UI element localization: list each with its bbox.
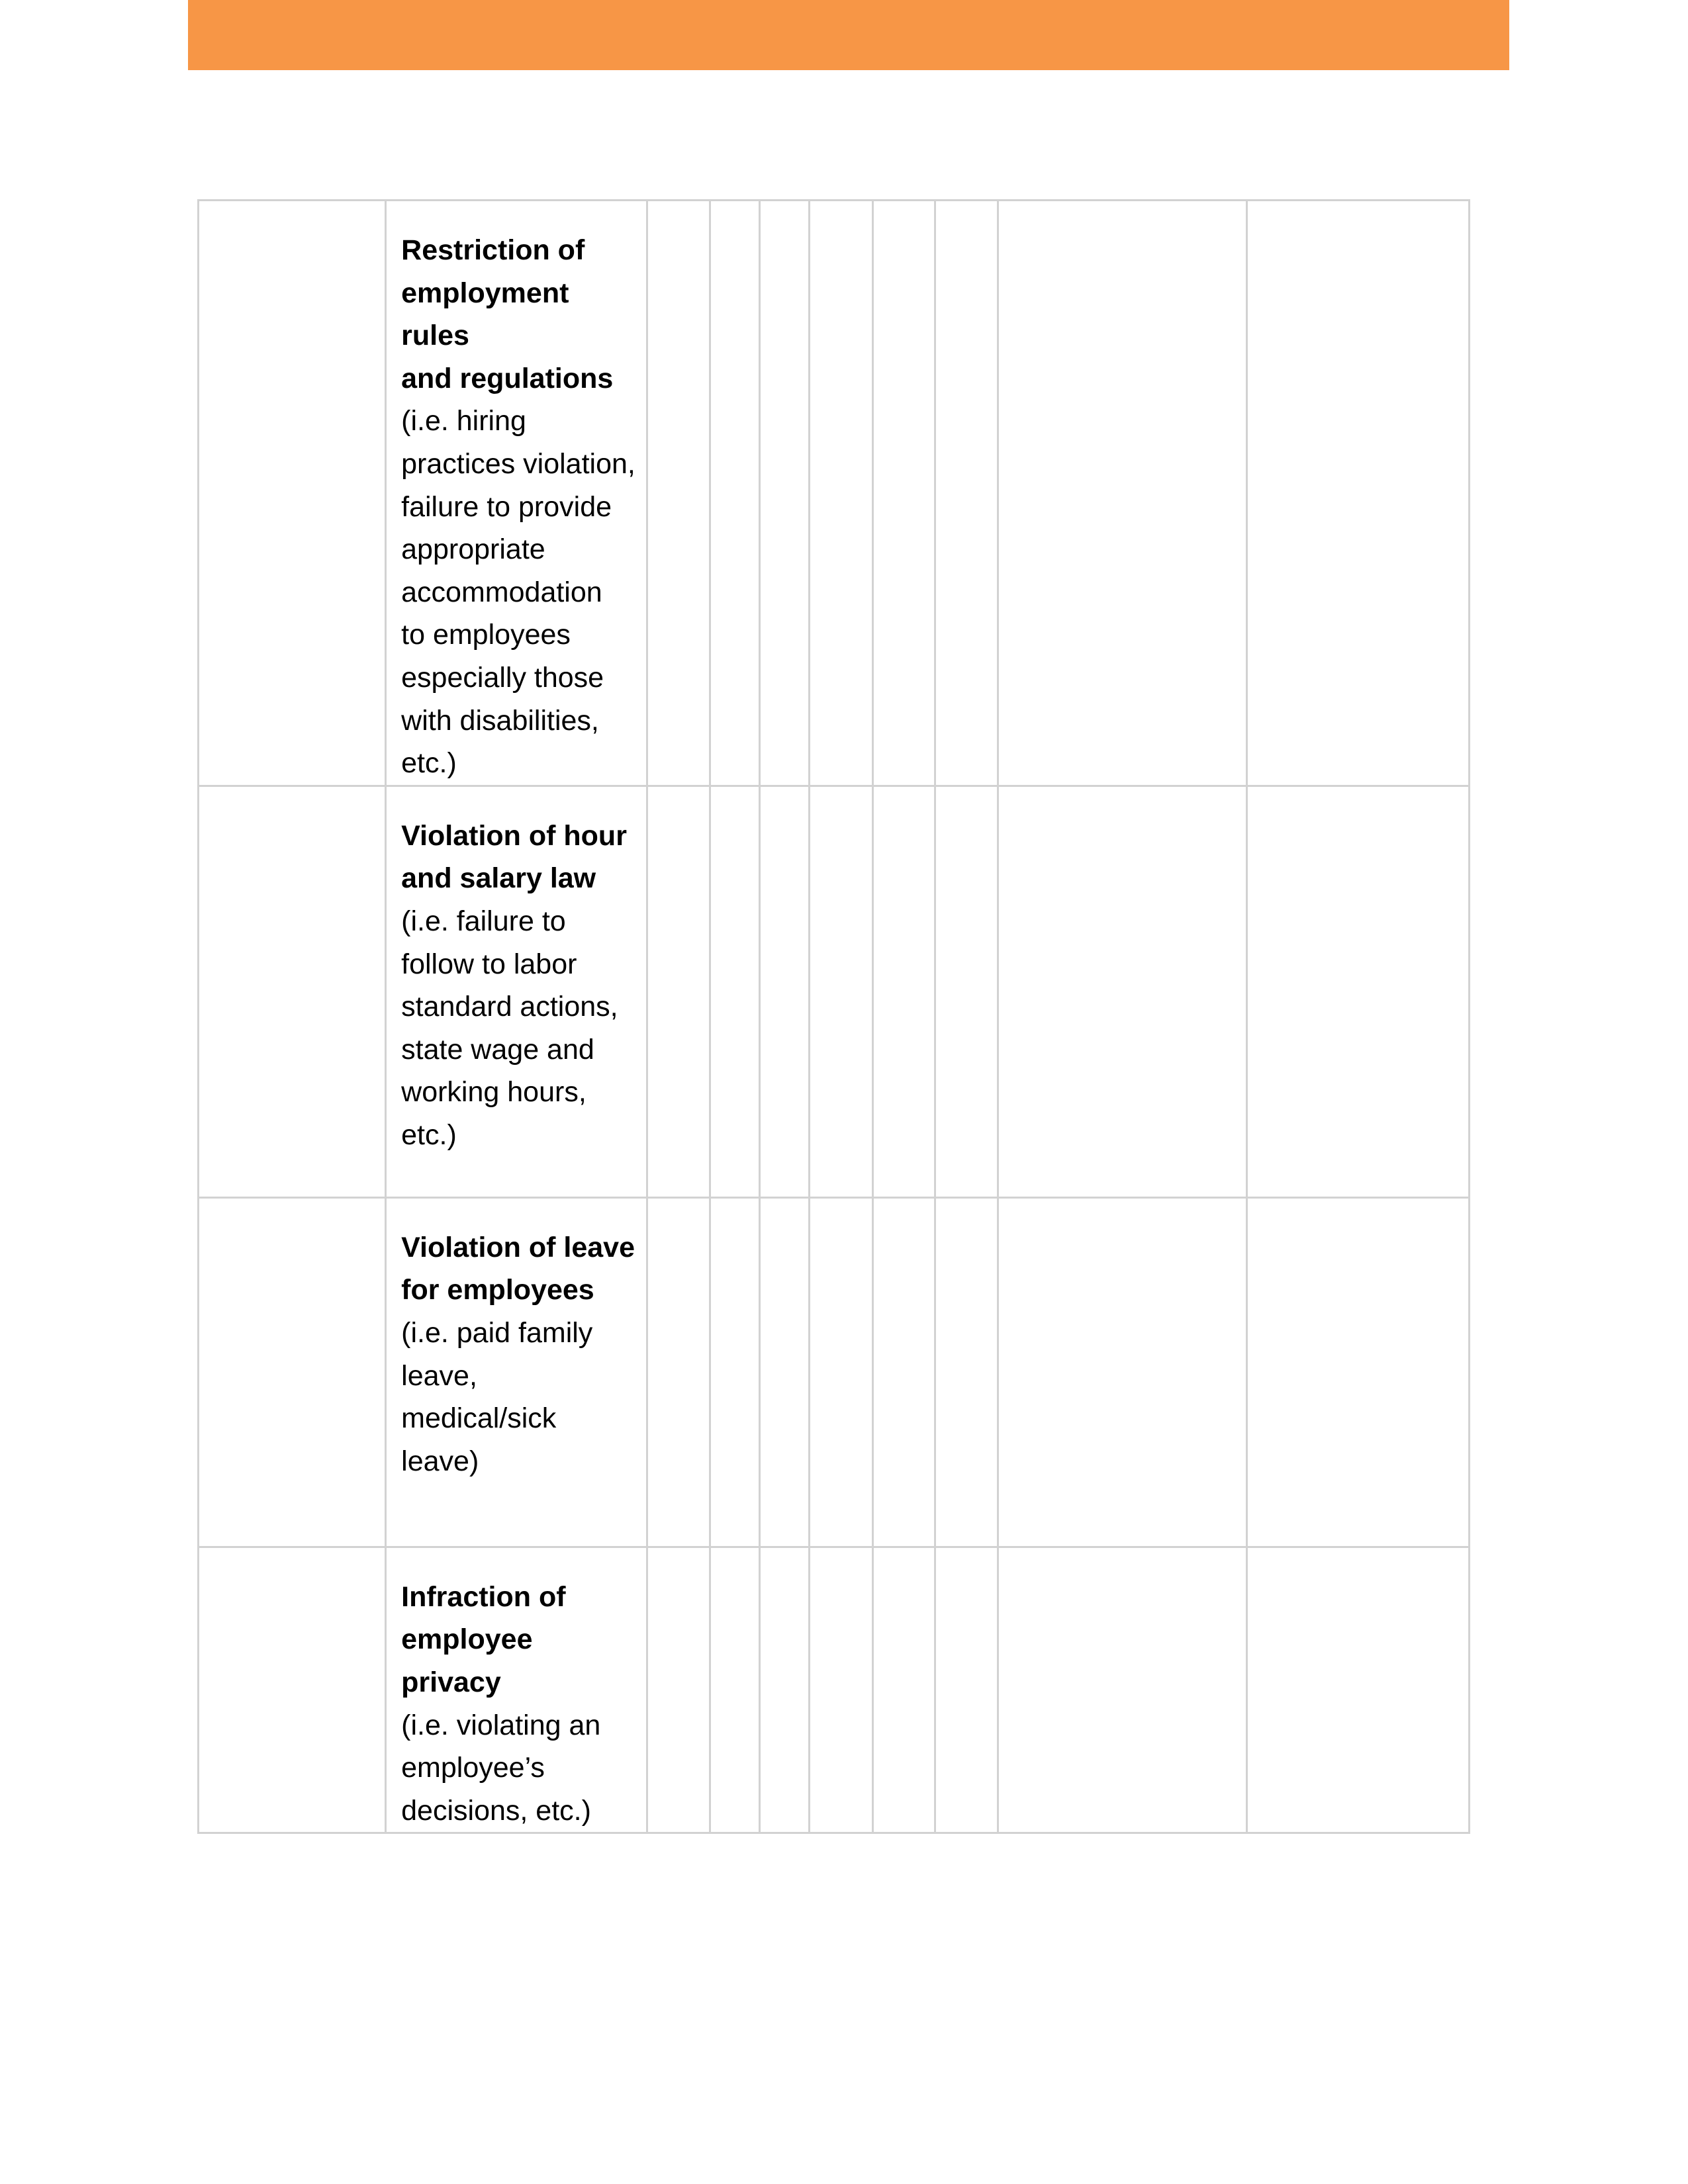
- risk-detail-line: failure to provide: [401, 490, 612, 523]
- rating-cell[interactable]: [935, 1547, 998, 1833]
- rating-cell[interactable]: [810, 201, 872, 786]
- risk-detail-line: appropriate: [401, 533, 545, 566]
- risk-detail-line: accommodation: [401, 576, 602, 608]
- risk-title: [401, 1226, 635, 1312]
- risk-description-cell: [386, 786, 647, 1197]
- rating-cell[interactable]: [647, 786, 710, 1197]
- risk-description-cell: [386, 1547, 647, 1833]
- table-row: [199, 201, 1470, 786]
- rating-cell[interactable]: [760, 201, 810, 786]
- notes-cell[interactable]: [998, 1547, 1246, 1833]
- risk-detail-line: standard actions,: [401, 991, 618, 1023]
- rating-cell[interactable]: [872, 1197, 935, 1547]
- action-cell[interactable]: [1246, 786, 1469, 1197]
- risk-detail-line: follow to labor: [401, 948, 577, 980]
- rating-cell[interactable]: [872, 1547, 935, 1833]
- rating-cell[interactable]: [647, 1547, 710, 1833]
- rating-cell[interactable]: [935, 1197, 998, 1547]
- risk-title-line: Restriction of: [401, 234, 585, 266]
- risk-assessment-table: [197, 199, 1470, 1834]
- risk-detail-line: leave): [401, 1445, 479, 1477]
- risk-detail: [401, 400, 635, 784]
- risk-description-cell: [386, 1197, 647, 1547]
- risk-title: [401, 1576, 635, 1704]
- risk-detail: [401, 900, 635, 1157]
- category-cell: [199, 201, 386, 786]
- risk-detail-line: working hours,: [401, 1076, 586, 1109]
- risk-detail-line: employee’s: [401, 1752, 545, 1784]
- risk-title-line: for employees: [401, 1274, 594, 1306]
- risk-detail-line: etc.): [401, 1118, 457, 1151]
- risk-detail-line: (i.e. violating an: [401, 1709, 601, 1741]
- action-cell[interactable]: [1246, 201, 1469, 786]
- rating-cell[interactable]: [710, 786, 760, 1197]
- rating-cell[interactable]: [810, 1547, 872, 1833]
- risk-description-cell: [386, 201, 647, 786]
- category-cell: [199, 1197, 386, 1547]
- risk-title-line: employee privacy: [401, 1623, 533, 1698]
- rating-cell[interactable]: [710, 1547, 760, 1833]
- risk-title-line: employment rules: [401, 277, 569, 352]
- table-row: [199, 1197, 1470, 1547]
- risk-detail: [401, 1312, 635, 1482]
- risk-detail-line: etc.): [401, 747, 457, 780]
- rating-cell[interactable]: [810, 1197, 872, 1547]
- table-row: [199, 1547, 1470, 1833]
- risk-detail-line: state wage and: [401, 1033, 594, 1066]
- rating-cell[interactable]: [935, 786, 998, 1197]
- risk-detail: [401, 1704, 635, 1833]
- risk-detail-line: (i.e. hiring: [401, 405, 526, 437]
- table-row: [199, 786, 1470, 1197]
- risk-detail-line: leave,: [401, 1359, 477, 1392]
- header-accent-bar: [188, 0, 1509, 70]
- risk-detail-line: decisions, etc.): [401, 1794, 591, 1827]
- rating-cell[interactable]: [935, 201, 998, 786]
- risk-title-line: Infraction of: [401, 1580, 566, 1613]
- rating-cell[interactable]: [760, 1197, 810, 1547]
- risk-title: [401, 815, 635, 900]
- risk-detail-line: practices violation,: [401, 447, 635, 480]
- action-cell[interactable]: [1246, 1547, 1469, 1833]
- risk-detail-line: with disabilities,: [401, 704, 599, 737]
- risk-detail-line: (i.e. failure to: [401, 905, 566, 937]
- rating-cell[interactable]: [647, 201, 710, 786]
- risk-title: [401, 229, 635, 400]
- notes-cell[interactable]: [998, 201, 1246, 786]
- risk-title-line: and regulations: [401, 362, 614, 394]
- risk-title-line: Violation of hour: [401, 819, 627, 852]
- rating-cell[interactable]: [872, 201, 935, 786]
- risk-detail-line: medical/sick: [401, 1402, 557, 1435]
- risk-detail-line: to employees: [401, 619, 571, 651]
- rating-cell[interactable]: [710, 201, 760, 786]
- rating-cell[interactable]: [810, 786, 872, 1197]
- risk-title-line: and salary law: [401, 862, 596, 895]
- rating-cell[interactable]: [872, 786, 935, 1197]
- risk-title-line: Violation of leave: [401, 1231, 635, 1263]
- rating-cell[interactable]: [760, 1547, 810, 1833]
- category-cell: [199, 1547, 386, 1833]
- rating-cell[interactable]: [647, 1197, 710, 1547]
- rating-cell[interactable]: [710, 1197, 760, 1547]
- risk-detail-line: especially those: [401, 661, 604, 694]
- notes-cell[interactable]: [998, 1197, 1246, 1547]
- action-cell[interactable]: [1246, 1197, 1469, 1547]
- category-cell: [199, 786, 386, 1197]
- risk-detail-line: (i.e. paid family: [401, 1316, 593, 1349]
- notes-cell[interactable]: [998, 786, 1246, 1197]
- rating-cell[interactable]: [760, 786, 810, 1197]
